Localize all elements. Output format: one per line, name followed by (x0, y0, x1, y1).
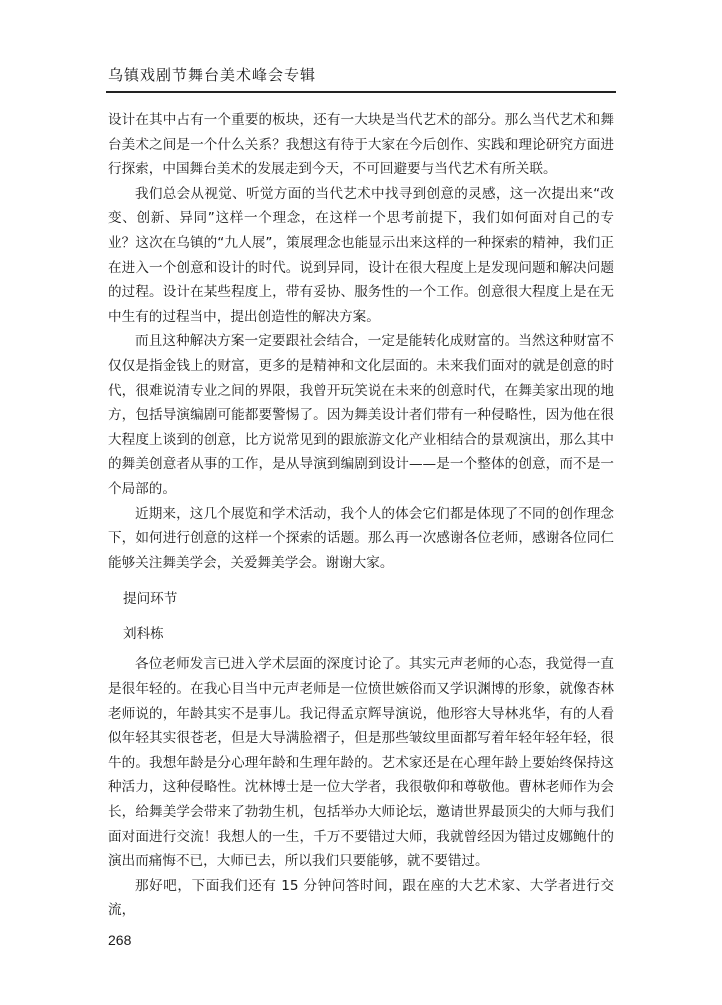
page-number: 268 (108, 932, 132, 948)
section-heading: 提问环节 (123, 591, 178, 608)
speaker-name: 刘科栋 (123, 625, 164, 642)
paragraph: 设计在其中占有一个重要的板块，还有一大块是当代艺术的部分。那么当代艺术和舞台美术之间是一个什么关系？我想这有待于大家在今后创作、实践和理论研究方面进行探索，中国舞台美术的发展走到今天，不可回避要与当代艺术有所关联。 (108, 112, 614, 178)
paragraph: 而且这种解决方案一定要跟社会结合，一定是能转化成财富的。当然这种财富不仅仅是指金钱上的财富，更多的是精神和文化层面的。未来我们面对的就是创意的时代，很难说清专业之间的界限，我曾开玩笑说在未来的创意时代，在舞美家出现的地方，包括导演编剧可能都要警惕了。因为舞美设计者们带有一种侵略性，因为他在很大程度上谈到的创意，比方说常见到的跟旅游文化产业相结合的景观演出，那么其中的舞美创意者从事的工作，是从导演到编剧到设计——是一个整体的创意，而不是一个局部的。 (108, 333, 614, 497)
paragraph: 我们总会从视觉、听觉方面的当代艺术中找寻到创意的灵感，这一次提出来“改变、创新、异同”这样一个理念，在这样一个思考前提下，我们如何面对自己的专业？这次在乌镇的“九人展”，策展理念也能显示出来这样的一种探索的精神，我们正在进入一个创意和设计的时代。说到异同，设计在很大程度上是发现问题和解决问题的过程。设计在某些程度上，带有妥协、服务性的一个工作。创意很大程度上是在无中生有的过程当中，提出创造性的解决方案。 (108, 185, 614, 325)
paragraph: 那好吧，下面我们还有 15 分钟问答时间，跟在座的大艺术家、大学者进行交流， (108, 877, 614, 919)
header-divider (106, 91, 616, 93)
main-text (108, 108, 614, 923)
paragraph: 各位老师发言已进入学术层面的深度讨论了。其实元声老师的心态，我觉得一直是很年轻的。在我心目当中元声老师是一位愤世嫉俗而又学识渊博的形象，就像杏林老师说的，年龄其实不是事儿。我记得孟京辉导演说，他形容大导林兆华，有的人看似年轻其实很苍老，但是大导满脸褶子，但是那些皱纹里面都写着年轻年轻年轻，很牛的。我想年龄是分心理年龄和生理年龄的。艺术家还是在心理年龄上要始终保持这种活力，这种侵略性。沈林博士是一位大学者，我很敬仰和尊敬他。曹林老师作为会长，给舞美学会带来了勃勃生机，包括举办大师论坛，邀请世界最顶尖的大师与我们面对面进行交流！我想人的一生，千万不要错过大师，我就曾经因为错过皮娜鲍什的演出而痛悔不已，大师已去，所以我们只要能够，就不要错过。 (108, 656, 614, 870)
paragraph: 近期来，这几个展览和学术活动，我个人的体会它们都是体现了不同的创作理念下，如何进行创意的这样一个探索的话题。那么再一次感谢各位老师，感谢各位同仁能够关注舞美学会，关爱舞美学会。谢谢大家。 (108, 505, 614, 571)
running-header: 乌镇戏剧节舞台美术峰会专辑 (108, 66, 317, 84)
